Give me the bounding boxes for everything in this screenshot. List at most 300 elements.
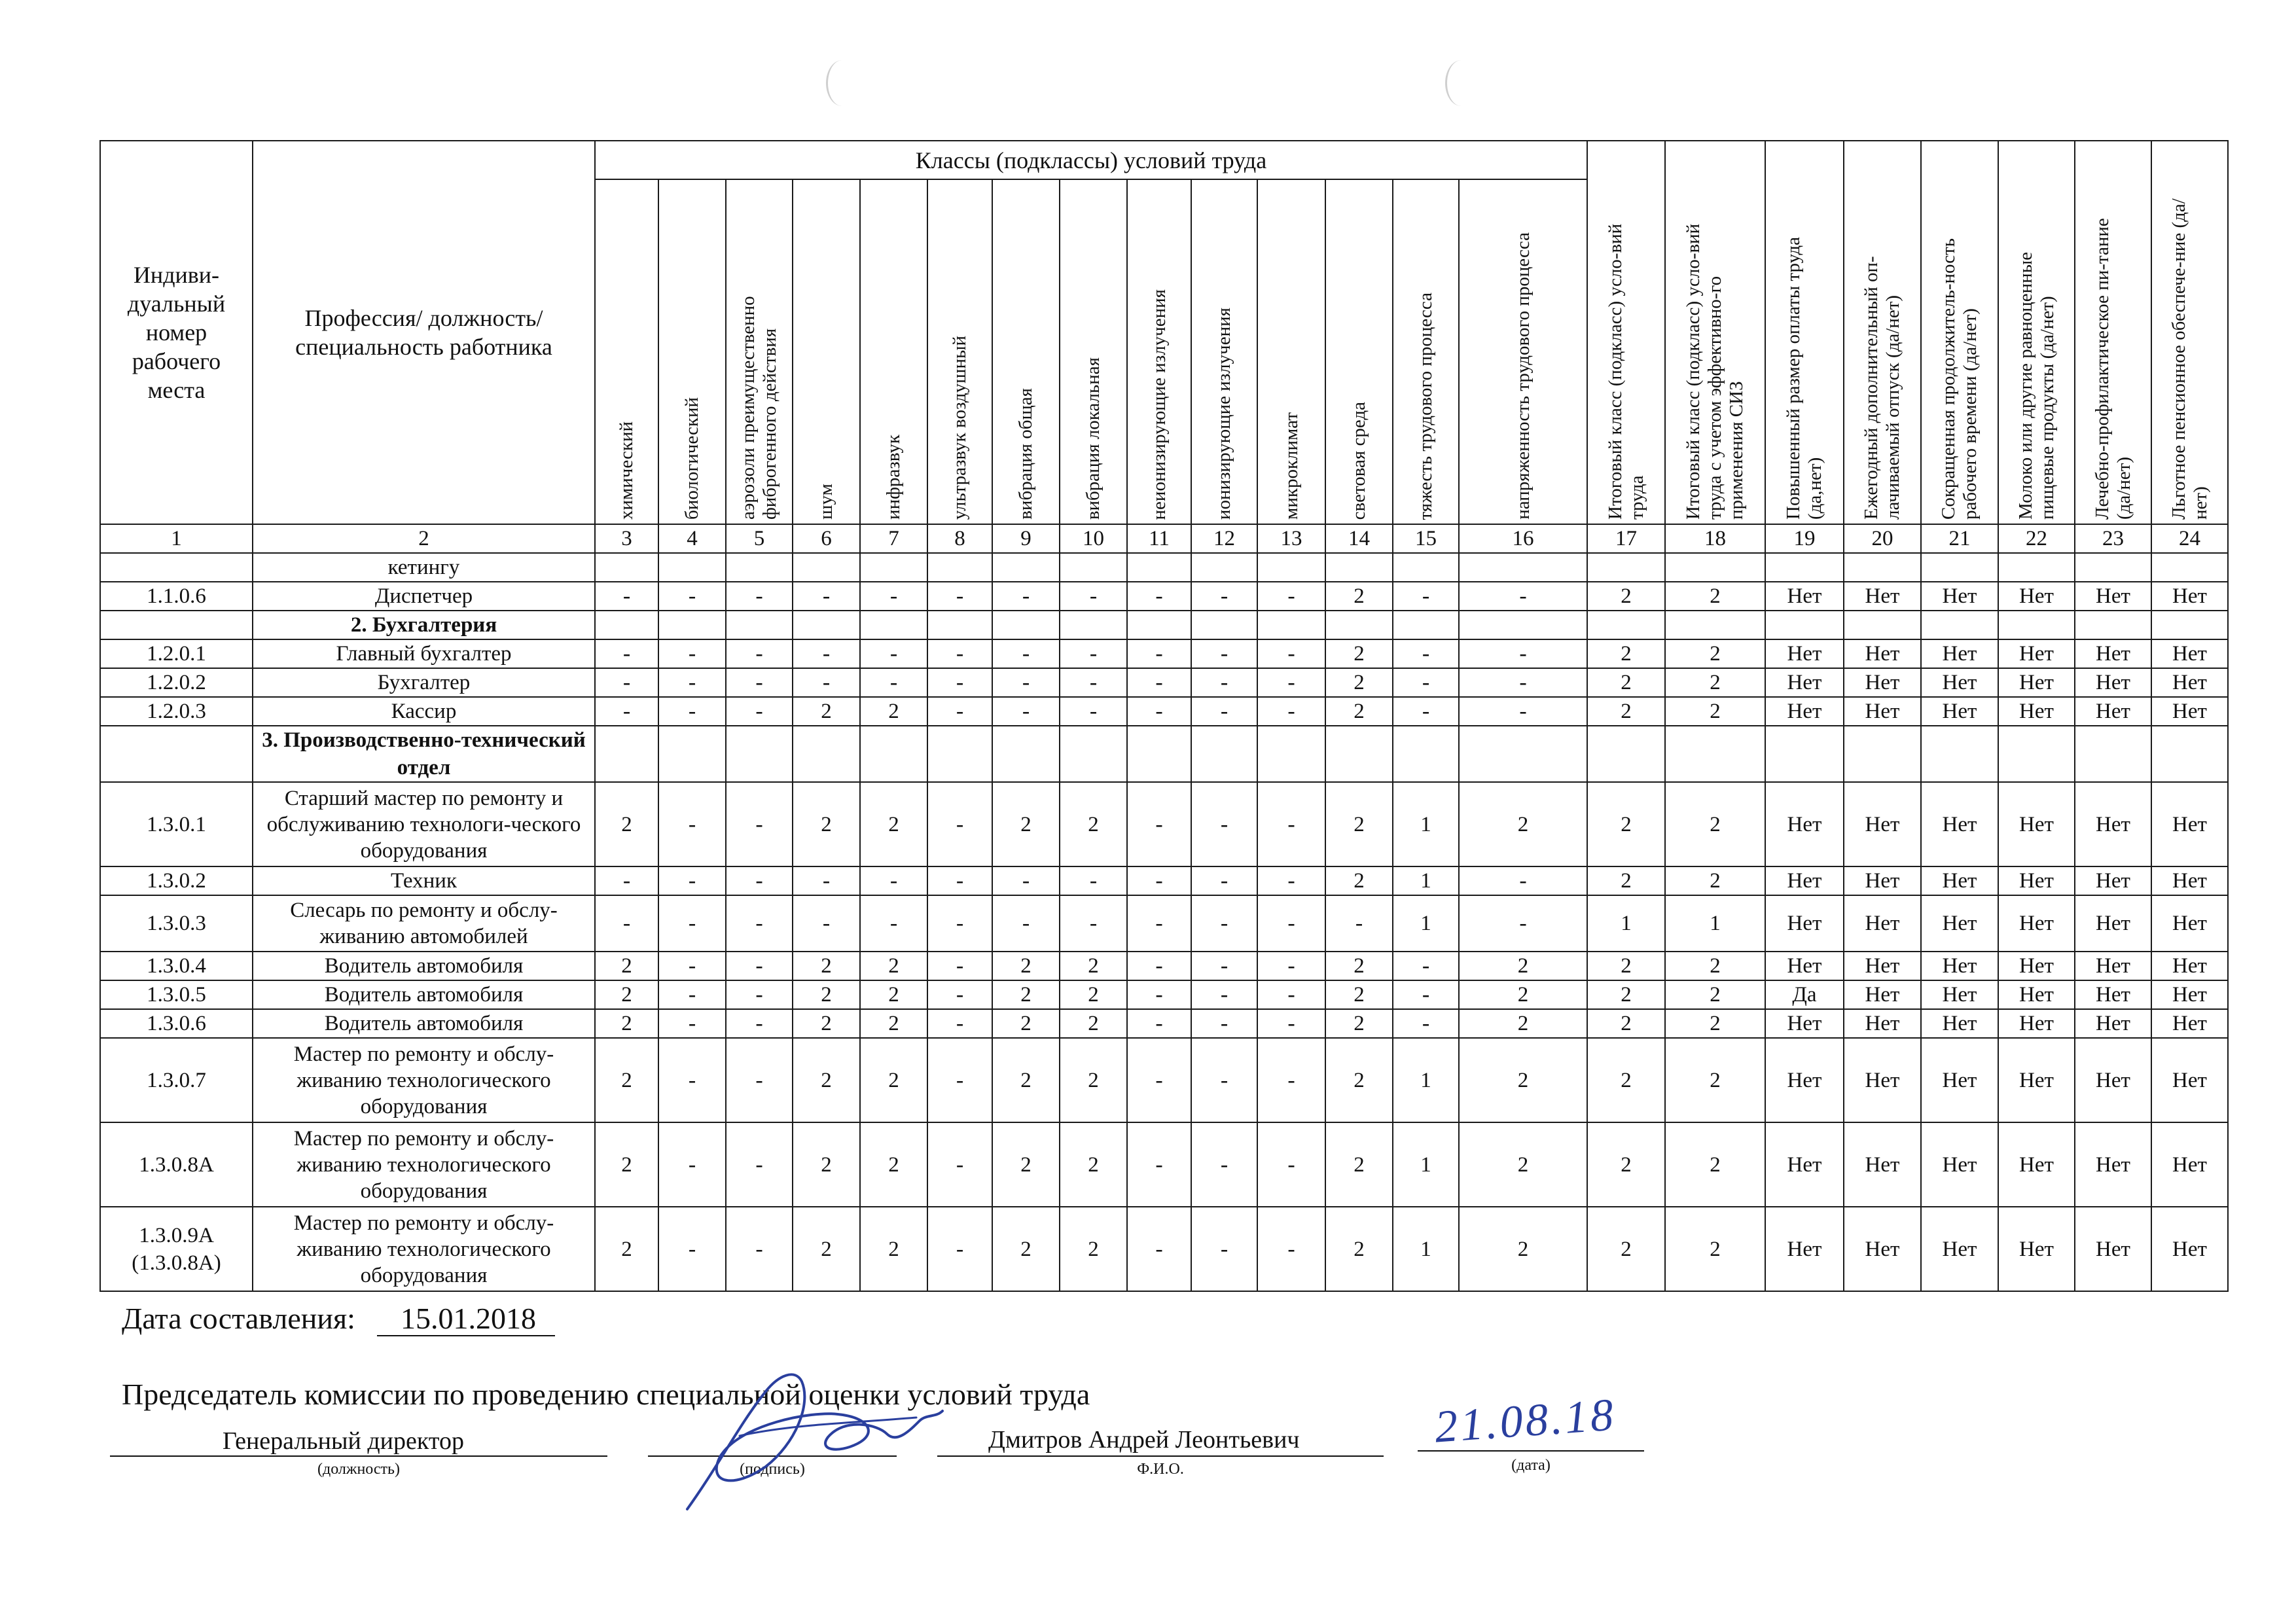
empty-cell: [860, 553, 927, 582]
condition-cell: -: [658, 1009, 726, 1038]
condition-cell: -: [1191, 1038, 1257, 1122]
condition-cell: 2: [1060, 1038, 1127, 1122]
condition-cell: -: [726, 1207, 793, 1291]
condition-cell: -: [1191, 582, 1257, 611]
header-factor-2: [658, 179, 726, 524]
header-factor-6-text: ультразвук воздушный: [949, 335, 970, 520]
condition-cell: -: [927, 697, 992, 726]
condition-cell: -: [658, 980, 726, 1009]
table-row: [100, 668, 2228, 697]
condition-cell: -: [1459, 639, 1587, 668]
empty-cell: [1998, 611, 2075, 639]
condition-cell: Нет: [2151, 1038, 2228, 1122]
header-factor-10: [1191, 179, 1257, 524]
condition-cell: Нет: [1921, 952, 1998, 980]
date-label: Дата составления:: [122, 1302, 355, 1335]
condition-cell: Нет: [1921, 1207, 1998, 1291]
header-factor-8-text: вибрация локальная: [1083, 357, 1103, 520]
condition-cell: -: [1257, 980, 1325, 1009]
condition-cell: 2: [1459, 952, 1587, 980]
condition-cell: 2: [1665, 582, 1765, 611]
column-number: 6: [793, 524, 860, 553]
condition-cell: Нет: [1998, 1038, 2075, 1122]
condition-cell: -: [726, 782, 793, 866]
condition-cell: 2: [860, 1038, 927, 1122]
condition-cell: Нет: [1765, 668, 1844, 697]
condition-cell: Нет: [1765, 782, 1844, 866]
condition-cell: Нет: [1844, 895, 1921, 952]
column-number: 24: [2151, 524, 2228, 553]
condition-cell: -: [658, 866, 726, 895]
condition-cell: -: [1127, 952, 1191, 980]
empty-cell: [860, 726, 927, 782]
table-row: [100, 1038, 2228, 1122]
condition-cell: Нет: [1998, 1009, 2075, 1038]
empty-cell: [595, 553, 658, 582]
column-number: 12: [1191, 524, 1257, 553]
condition-cell: 2: [992, 1038, 1060, 1122]
condition-cell: -: [1127, 782, 1191, 866]
condition-cell: Нет: [2075, 980, 2151, 1009]
condition-cell: -: [726, 895, 793, 952]
condition-cell: -: [1257, 639, 1325, 668]
continued-text: кетингу: [253, 553, 595, 582]
empty-cell: [1765, 553, 1844, 582]
empty-cell: [1127, 611, 1191, 639]
condition-cell: 2: [1587, 952, 1665, 980]
header-factor-12-text: световая среда: [1348, 401, 1369, 520]
condition-cell: -: [793, 895, 860, 952]
empty-cell: [1844, 611, 1921, 639]
section-title: 3. Производственно-технический отдел: [253, 726, 595, 782]
header-outcome-6-text: Молоко или другие равноценные пищевые продукты (да/нет): [2015, 251, 2058, 520]
condition-cell: -: [1393, 668, 1459, 697]
table-body: [100, 553, 2228, 1291]
header-workplace-number: Индиви-дуальный номер рабочего места: [100, 141, 253, 524]
condition-cell: 2: [793, 697, 860, 726]
workplace-number: 1.3.0.2: [100, 866, 253, 895]
condition-cell: -: [1257, 668, 1325, 697]
column-number: 7: [860, 524, 927, 553]
condition-cell: -: [595, 895, 658, 952]
table-header: [100, 141, 2228, 553]
condition-cell: Нет: [2075, 1122, 2151, 1207]
condition-cell: 2: [1587, 1009, 1665, 1038]
table-row: [100, 582, 2228, 611]
condition-cell: Нет: [1844, 639, 1921, 668]
condition-cell: Нет: [1844, 668, 1921, 697]
condition-cell: -: [658, 639, 726, 668]
signature-drawing: [661, 1352, 962, 1522]
condition-cell: -: [726, 1009, 793, 1038]
condition-cell: -: [658, 668, 726, 697]
condition-cell: Нет: [2075, 895, 2151, 952]
empty-cell: [992, 553, 1060, 582]
empty-cell: [1257, 726, 1325, 782]
condition-cell: -: [1257, 582, 1325, 611]
condition-cell: 2: [1325, 1009, 1393, 1038]
header-outcome-6: [1998, 141, 2075, 524]
condition-cell: -: [1191, 980, 1257, 1009]
empty-cell: [793, 611, 860, 639]
condition-cell: Нет: [1844, 697, 1921, 726]
condition-cell: Нет: [2075, 866, 2151, 895]
condition-cell: 2: [1325, 866, 1393, 895]
condition-cell: 2: [860, 1122, 927, 1207]
condition-cell: 2: [1459, 980, 1587, 1009]
condition-cell: 2: [1325, 952, 1393, 980]
condition-cell: 2: [1665, 639, 1765, 668]
empty-cell: [1665, 611, 1765, 639]
condition-cell: 1: [1393, 1207, 1459, 1291]
condition-cell: -: [1127, 697, 1191, 726]
condition-cell: Нет: [1765, 866, 1844, 895]
condition-cell: -: [726, 668, 793, 697]
condition-cell: -: [1257, 952, 1325, 980]
condition-cell: -: [1060, 697, 1127, 726]
condition-cell: 2: [1587, 866, 1665, 895]
workplace-number: 1.3.0.3: [100, 895, 253, 952]
workplace-number: 1.2.0.2: [100, 668, 253, 697]
column-number: 11: [1127, 524, 1191, 553]
condition-cell: 2: [1587, 782, 1665, 866]
condition-cell: 2: [1665, 1207, 1765, 1291]
table-row: [100, 782, 2228, 866]
empty-cell: [1844, 553, 1921, 582]
empty-cell: [595, 611, 658, 639]
condition-cell: -: [1060, 668, 1127, 697]
condition-cell: -: [1257, 866, 1325, 895]
condition-cell: Нет: [2151, 1009, 2228, 1038]
column-number: 3: [595, 524, 658, 553]
header-factor-1: [595, 179, 658, 524]
header-factor-13-text: тяжесть трудового процесса: [1415, 292, 1436, 520]
condition-cell: -: [1060, 895, 1127, 952]
condition-cell: Нет: [1844, 980, 1921, 1009]
workplace-number: 1.2.0.3: [100, 697, 253, 726]
header-factor-12: [1325, 179, 1393, 524]
condition-cell: -: [992, 639, 1060, 668]
condition-cell: Нет: [1844, 1038, 1921, 1122]
header-factor-3: [726, 179, 793, 524]
header-factor-2-text: биологический: [681, 397, 702, 520]
condition-cell: 2: [1325, 639, 1393, 668]
condition-cell: 2: [595, 1038, 658, 1122]
profession-name: Диспетчер: [253, 582, 595, 611]
header-factor-5-text: инфразвук: [883, 435, 904, 520]
empty-cell: [1765, 611, 1844, 639]
condition-cell: 2: [793, 1038, 860, 1122]
condition-cell: 2: [595, 1207, 658, 1291]
empty-cell: [1060, 726, 1127, 782]
condition-cell: 2: [1060, 980, 1127, 1009]
condition-cell: 1: [1393, 782, 1459, 866]
date-caption: (дата): [1511, 1457, 1551, 1474]
empty-cell: [1921, 611, 1998, 639]
condition-cell: -: [860, 639, 927, 668]
condition-cell: -: [726, 639, 793, 668]
empty-cell: [595, 726, 658, 782]
condition-cell: 2: [1665, 866, 1765, 895]
empty-cell: [1393, 553, 1459, 582]
empty-cell: [1998, 726, 2075, 782]
condition-cell: -: [927, 582, 992, 611]
full-name-value: Дмитров Андрей Леонтьевич: [988, 1426, 1300, 1454]
profession-name: Старший мастер по ремонту и обслуживанию технологи-ческого оборудования: [253, 782, 595, 866]
header-outcome-1-text: Итоговый класс (подкласс) усло-вий труда: [1604, 223, 1647, 520]
signature-caption: (подпись): [740, 1461, 805, 1478]
condition-cell: Нет: [1921, 866, 1998, 895]
condition-cell: Нет: [1765, 582, 1844, 611]
name-line: [937, 1455, 1384, 1457]
condition-cell: 2: [793, 1207, 860, 1291]
condition-cell: Нет: [1921, 895, 1998, 952]
workplace-number: 1.1.0.6: [100, 582, 253, 611]
condition-cell: 2: [1325, 1122, 1393, 1207]
profession-name: Кассир: [253, 697, 595, 726]
header-outcome-4-text: Ежегодный дополнительный оп-лачиваемый отпуск (да/нет): [1861, 256, 1903, 520]
condition-cell: -: [927, 1207, 992, 1291]
condition-cell: -: [1257, 895, 1325, 952]
empty-cell: [1191, 611, 1257, 639]
header-factor-5: [860, 179, 927, 524]
condition-cell: Нет: [1921, 582, 1998, 611]
date-underline: [377, 1335, 555, 1336]
condition-cell: Нет: [2151, 697, 2228, 726]
condition-cell: 2: [1060, 1009, 1127, 1038]
condition-cell: 2: [1587, 582, 1665, 611]
continuation-row: [100, 553, 2228, 582]
table-row: [100, 639, 2228, 668]
empty-cell: [1587, 726, 1665, 782]
condition-cell: -: [793, 582, 860, 611]
empty-cell: [1459, 553, 1587, 582]
condition-cell: -: [1191, 1207, 1257, 1291]
profession-name: Мастер по ремонту и обслу-живанию технологического оборудования: [253, 1038, 595, 1122]
condition-cell: Нет: [1844, 582, 1921, 611]
condition-cell: -: [927, 980, 992, 1009]
column-number: 10: [1060, 524, 1127, 553]
empty-cell: [1393, 726, 1459, 782]
condition-cell: Нет: [1765, 895, 1844, 952]
condition-cell: Нет: [1998, 895, 2075, 952]
condition-cell: -: [1127, 1009, 1191, 1038]
condition-cell: -: [726, 1122, 793, 1207]
condition-cell: 2: [992, 1207, 1060, 1291]
column-number: 22: [1998, 524, 2075, 553]
condition-cell: Нет: [1765, 1009, 1844, 1038]
column-number: 17: [1587, 524, 1665, 553]
condition-cell: -: [1257, 1009, 1325, 1038]
workplace-number: 1.3.0.9А (1.3.0.8А): [100, 1207, 253, 1291]
condition-cell: -: [658, 1038, 726, 1122]
condition-cell: -: [1393, 1009, 1459, 1038]
profession-name: Слесарь по ремонту и обслу-живанию автомобилей: [253, 895, 595, 952]
header-outcome-5: [1921, 141, 1998, 524]
condition-cell: Нет: [1844, 1009, 1921, 1038]
condition-cell: 2: [1459, 1122, 1587, 1207]
condition-cell: -: [1127, 895, 1191, 952]
empty-cell: [1325, 553, 1393, 582]
header-outcome-3: [1765, 141, 1844, 524]
condition-cell: -: [1127, 866, 1191, 895]
condition-cell: -: [1191, 782, 1257, 866]
condition-cell: 2: [1060, 952, 1127, 980]
condition-cell: -: [726, 1038, 793, 1122]
empty-cell: [1257, 553, 1325, 582]
condition-cell: -: [927, 639, 992, 668]
column-number: 20: [1844, 524, 1921, 553]
condition-cell: Нет: [2075, 582, 2151, 611]
condition-cell: -: [860, 895, 927, 952]
header-outcome-1: [1587, 141, 1665, 524]
condition-cell: -: [1459, 866, 1587, 895]
condition-cell: Нет: [2151, 582, 2228, 611]
column-number: 23: [2075, 524, 2151, 553]
empty-cell: [2075, 553, 2151, 582]
condition-cell: Нет: [1765, 1122, 1844, 1207]
table-row: [100, 1009, 2228, 1038]
condition-cell: 2: [1325, 782, 1393, 866]
condition-cell: -: [1191, 1122, 1257, 1207]
header-outcome-4: [1844, 141, 1921, 524]
header-profession: Профессия/ должность/ специальность работника: [253, 141, 595, 524]
condition-cell: -: [1191, 952, 1257, 980]
condition-cell: 2: [1325, 697, 1393, 726]
condition-cell: Нет: [2151, 866, 2228, 895]
empty-cell: [1844, 726, 1921, 782]
condition-cell: -: [658, 1207, 726, 1291]
empty-cell: [100, 611, 253, 639]
header-factor-7-text: вибрация общая: [1015, 388, 1036, 520]
condition-cell: 1: [1393, 1038, 1459, 1122]
profession-name: Техник: [253, 866, 595, 895]
condition-cell: Нет: [2151, 782, 2228, 866]
condition-cell: -: [927, 866, 992, 895]
condition-cell: -: [1459, 668, 1587, 697]
condition-cell: -: [595, 639, 658, 668]
empty-cell: [1587, 611, 1665, 639]
condition-cell: -: [860, 866, 927, 895]
profession-name: Водитель автомобиля: [253, 980, 595, 1009]
condition-cell: 2: [1665, 1009, 1765, 1038]
condition-cell: -: [1393, 980, 1459, 1009]
header-factor-4: [793, 179, 860, 524]
column-number: 18: [1665, 524, 1765, 553]
workplace-number: 1.3.0.6: [100, 1009, 253, 1038]
condition-cell: -: [1257, 1122, 1325, 1207]
condition-cell: Нет: [1921, 782, 1998, 866]
condition-cell: 2: [1665, 980, 1765, 1009]
condition-cell: Нет: [1998, 980, 2075, 1009]
header-outcome-3-text: Повышенный размер оплаты труда (да,нет): [1783, 237, 1825, 520]
condition-cell: -: [1257, 1207, 1325, 1291]
empty-cell: [1665, 726, 1765, 782]
condition-cell: 2: [1587, 668, 1665, 697]
condition-cell: Нет: [1998, 1207, 2075, 1291]
condition-cell: Нет: [1921, 668, 1998, 697]
empty-cell: [1127, 553, 1191, 582]
column-number: 13: [1257, 524, 1325, 553]
column-number: 5: [726, 524, 793, 553]
profession-name: Водитель автомобиля: [253, 952, 595, 980]
condition-cell: -: [793, 866, 860, 895]
condition-cell: -: [658, 952, 726, 980]
condition-cell: Нет: [1765, 697, 1844, 726]
condition-cell: -: [1257, 697, 1325, 726]
condition-cell: 2: [860, 697, 927, 726]
condition-cell: Нет: [1998, 952, 2075, 980]
condition-cell: Нет: [2075, 639, 2151, 668]
condition-cell: 2: [1325, 582, 1393, 611]
workplace-number: 1.3.0.4: [100, 952, 253, 980]
condition-cell: -: [1325, 895, 1393, 952]
condition-cell: 2: [992, 1009, 1060, 1038]
condition-cell: 2: [1587, 1207, 1665, 1291]
empty-cell: [927, 726, 992, 782]
condition-cell: Нет: [2151, 1122, 2228, 1207]
condition-cell: Нет: [1765, 639, 1844, 668]
condition-cell: -: [992, 668, 1060, 697]
condition-cell: Нет: [1844, 866, 1921, 895]
condition-cell: -: [1191, 668, 1257, 697]
condition-cell: -: [1393, 697, 1459, 726]
column-numbers-row: [100, 524, 2228, 553]
condition-cell: 2: [1665, 668, 1765, 697]
condition-cell: -: [1127, 582, 1191, 611]
empty-cell: [100, 726, 253, 782]
empty-cell: [992, 611, 1060, 639]
condition-cell: -: [658, 582, 726, 611]
profession-name: Бухгалтер: [253, 668, 595, 697]
condition-cell: Нет: [2075, 952, 2151, 980]
name-caption: Ф.И.О.: [1137, 1461, 1184, 1478]
condition-cell: -: [1191, 1009, 1257, 1038]
condition-cell: -: [927, 668, 992, 697]
empty-cell: [1060, 553, 1127, 582]
condition-cell: -: [1127, 668, 1191, 697]
condition-cell: Нет: [1998, 582, 2075, 611]
condition-cell: Нет: [2151, 668, 2228, 697]
condition-cell: -: [1393, 639, 1459, 668]
condition-cell: 2: [1587, 1038, 1665, 1122]
empty-cell: [1325, 611, 1393, 639]
condition-cell: 2: [1060, 1207, 1127, 1291]
condition-cell: Нет: [2075, 1038, 2151, 1122]
condition-cell: 2: [860, 952, 927, 980]
condition-cell: -: [927, 1038, 992, 1122]
condition-cell: -: [595, 668, 658, 697]
column-number: 19: [1765, 524, 1844, 553]
condition-cell: Нет: [1998, 639, 2075, 668]
workplace-number: 1.3.0.1: [100, 782, 253, 866]
empty-cell: [992, 726, 1060, 782]
condition-cell: -: [992, 697, 1060, 726]
empty-cell: [2075, 611, 2151, 639]
empty-cell: [927, 611, 992, 639]
condition-cell: Нет: [1998, 1122, 2075, 1207]
condition-cell: -: [658, 895, 726, 952]
header-outcome-8-text: Льготное пенсионное обеспече-ние (да/нет): [2168, 198, 2211, 520]
column-number: 16: [1459, 524, 1587, 553]
condition-cell: 1: [1393, 1122, 1459, 1207]
condition-cell: -: [793, 639, 860, 668]
header-factor-13: [1393, 179, 1459, 524]
header-outcome-7: [2075, 141, 2151, 524]
condition-cell: 2: [992, 782, 1060, 866]
header-factor-14-text: напряженность трудового процесса: [1512, 232, 1534, 520]
empty-cell: [1459, 611, 1587, 639]
